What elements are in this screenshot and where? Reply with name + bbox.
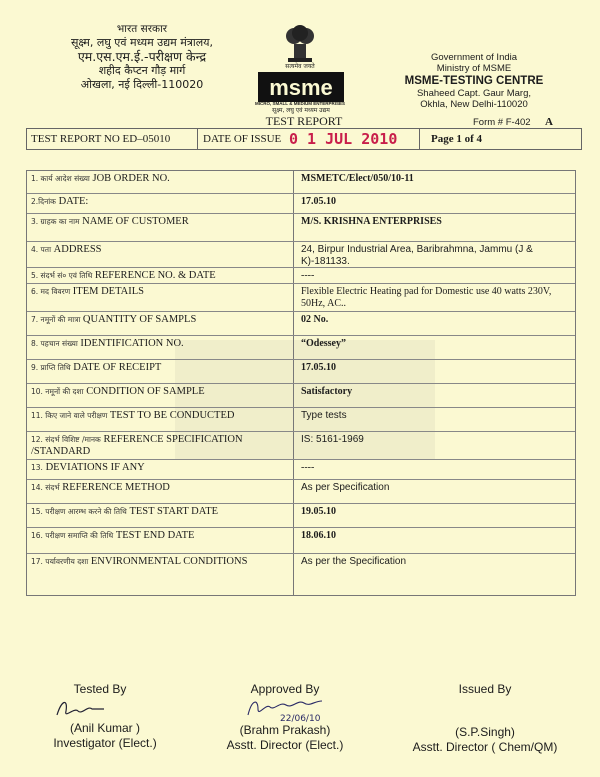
field-value: ----: [301, 462, 315, 473]
page-title: TEST REPORT: [265, 114, 343, 128]
logo-subtitle: MICRO, SMALL & MEDIUM ENTERPRISES: [255, 101, 345, 106]
logo-text: msme: [269, 75, 333, 100]
issued-by-label: Issued By: [458, 682, 512, 696]
field-label: [31, 530, 289, 542]
english-header: [388, 52, 560, 110]
field-label-hindi: 15. परीक्षण आरम्भ करने की तिथि: [31, 507, 127, 516]
emblem-motto: सत्यमेव जयते: [285, 63, 315, 70]
field-label-hindi: 12. संदर्भ विशिष्ट /मानक: [31, 435, 101, 444]
ministry-line: Ministry of MSME: [436, 63, 512, 74]
field-label: [31, 338, 289, 350]
field-label: [31, 173, 289, 185]
field-label-hindi: 14. संदर्भ: [31, 483, 60, 492]
field-label: [31, 434, 289, 458]
field-label-english: ENVIRONMENTAL CONDITIONS: [90, 556, 248, 567]
approved-by-label: Approved By: [250, 682, 320, 696]
field-label-hindi: 11. किए जाने वाले परीक्षण: [31, 411, 108, 420]
report-number: TEST REPORT NO ED–05010: [31, 133, 171, 145]
field-label-hindi: 1. कार्य आदेश संख्या: [31, 174, 90, 183]
field-label-hindi: 8. पहचान संख्या: [31, 339, 78, 348]
field-value: 24, Birpur Industrial Area, Baribrahmna, Jammu (J & K)-181133.: [301, 244, 533, 267]
approved-by-name: (Brahm Prakash): [239, 723, 331, 737]
field-label-english: REFERENCE NO. & DATE: [94, 270, 216, 281]
report-info-row: [26, 128, 582, 150]
tested-by-name: (Anil Kumar ): [69, 721, 140, 735]
tested-by-block: [30, 682, 180, 751]
field-value: Type tests: [301, 410, 347, 421]
field-label-english: IDENTIFICATION NO.: [80, 338, 184, 349]
address-line: Shaheed Capt. Gaur Marg,: [416, 88, 532, 99]
field-label-english: NAME OF CUSTOMER: [82, 216, 189, 227]
field-label-english: DATE OF RECEIPT: [73, 362, 162, 373]
issue-date-stamp: 0 1 JUL 2010: [289, 130, 398, 148]
logo-hindi: सूक्ष्म, लघु एवं मध्यम उद्यम: [272, 107, 330, 114]
field-label: [31, 506, 289, 518]
hindi-line: एम.एस.एम.ई.-परीक्षण केन्द्र: [77, 49, 207, 64]
field-label-hindi: 17. पर्यावरणीय दशा: [31, 557, 89, 566]
table-row: [27, 360, 575, 384]
field-label-english: ADDRESS: [53, 244, 102, 255]
field-value: 18.06.10: [301, 530, 336, 541]
tested-by-title: Investigator (Elect.): [53, 736, 157, 750]
approved-signed-date: 22/06/10: [280, 714, 321, 723]
field-label: [31, 216, 289, 228]
table-row: [27, 336, 575, 360]
field-value: 17.05.10: [301, 196, 336, 207]
field-label-hindi: 16. परीक्षण समाप्ति की तिथि: [31, 531, 114, 540]
address-line: Okhla, New Delhi-110020: [420, 99, 528, 110]
field-label-english: TEST TO BE CONDUCTED: [109, 410, 235, 421]
msme-logo: [258, 72, 344, 102]
field-label: [31, 270, 289, 282]
field-label: [31, 196, 289, 208]
issued-by-block: [395, 682, 575, 755]
field-value: IS: 5161-1969: [301, 434, 364, 445]
field-label-hindi: 10. नमूनों की दशा: [31, 387, 84, 396]
field-label: [31, 362, 289, 374]
field-value: Flexible Electric Heating pad for Domestic use 40 watts 230V, 50Hz, AC..: [301, 286, 552, 309]
table-row: [27, 312, 575, 336]
field-label: [31, 410, 289, 422]
hindi-header: [42, 22, 242, 92]
field-value: 17.05.10: [301, 362, 336, 373]
gov-line: Government of India: [430, 52, 518, 63]
tested-by-label: Tested By: [73, 682, 127, 696]
field-label: [31, 556, 289, 568]
field-value: M/S. KRISHNA ENTERPRISES: [301, 216, 442, 227]
issued-by-title: Asstt. Director ( Chem/QM): [412, 740, 558, 754]
table-row: [27, 432, 575, 460]
field-value: 02 No.: [301, 314, 329, 325]
field-value: MSMETC/Elect/050/10-11: [301, 173, 414, 184]
field-label-english: QUANTITY OF SAMPLS: [82, 314, 197, 325]
table-row: [27, 171, 575, 194]
field-label-english: CONDITION OF SAMPLE: [86, 386, 205, 397]
field-value: ----: [301, 270, 315, 281]
field-label: [31, 314, 289, 326]
national-emblem-icon: [270, 24, 330, 64]
field-label-hindi: 4. पता: [31, 245, 52, 254]
field-value: As per the Specification: [301, 556, 407, 567]
centre-name: MSME-TESTING CENTRE: [404, 75, 544, 87]
field-label-english: TEST END DATE: [115, 530, 195, 541]
page-number: Page 1 of 4: [431, 133, 483, 145]
field-label-english: REFERENCE SPECIFICATION /STANDARD: [31, 434, 243, 457]
table-row: [27, 284, 575, 312]
table-row: [27, 408, 575, 432]
field-label-hindi: 3. ग्राहक का नाम: [31, 217, 80, 226]
table-row: [27, 460, 575, 480]
hindi-line: ओखला, नई दिल्ली-110020: [80, 78, 204, 91]
field-value: As per Specification: [301, 482, 390, 493]
approved-signature-icon: [240, 695, 330, 723]
issued-by-name: (S.P.Singh): [455, 725, 515, 739]
date-of-issue-label: DATE OF ISSUE: [203, 133, 282, 145]
field-label: [31, 386, 289, 398]
table-row: [27, 268, 575, 284]
field-label-hindi: 2.दिनांक: [31, 197, 56, 206]
hindi-line: भारत सरकार: [116, 23, 168, 35]
field-label: [31, 286, 289, 298]
field-value: 19.05.10: [301, 506, 336, 517]
hindi-line: शहीद कैप्टन गौड़ मार्ग: [98, 64, 186, 77]
field-value: Satisfactory: [301, 386, 353, 397]
field-label-english: JOB ORDER NO.: [92, 173, 170, 184]
field-label-english: DATE:: [58, 196, 89, 207]
table-row: [27, 194, 575, 214]
table-row: [27, 480, 575, 504]
table-row: [27, 214, 575, 242]
field-label-english: DEVIATIONS IF ANY: [45, 462, 145, 473]
table-row: [27, 504, 575, 528]
field-label-hindi: 5. संदर्भ सं० एवं तिथि: [31, 271, 93, 280]
details-table: [26, 170, 576, 596]
table-row: [27, 384, 575, 408]
field-label: [31, 244, 289, 256]
table-row: [27, 554, 575, 584]
field-label: [31, 482, 289, 494]
form-suffix: A: [545, 116, 553, 128]
field-label-english: TEST START DATE: [129, 506, 219, 517]
field-label-english: REFERENCE METHOD: [62, 482, 170, 493]
tested-signature-icon: [52, 697, 112, 721]
field-label-english: ITEM DETAILS: [72, 286, 144, 297]
table-row: [27, 528, 575, 554]
field-label-hindi: 7. नमूनों की मात्रा: [31, 315, 81, 324]
field-value: “Odessey”: [301, 338, 346, 349]
table-row: [27, 242, 575, 268]
field-label-hindi: 13.: [31, 463, 43, 472]
hindi-line: सूक्ष्म, लघु एवं मध्यम उद्यम मंत्रालय,: [70, 36, 214, 49]
field-label: [31, 462, 289, 474]
approved-by-block: [210, 682, 360, 753]
form-number: Form # F-402: [473, 117, 531, 128]
approved-by-title: Asstt. Director (Elect.): [226, 738, 344, 752]
field-label-hindi: 9. प्राप्ति तिथि: [31, 363, 71, 372]
field-label-hindi: 6. मद विवरण: [31, 287, 71, 296]
